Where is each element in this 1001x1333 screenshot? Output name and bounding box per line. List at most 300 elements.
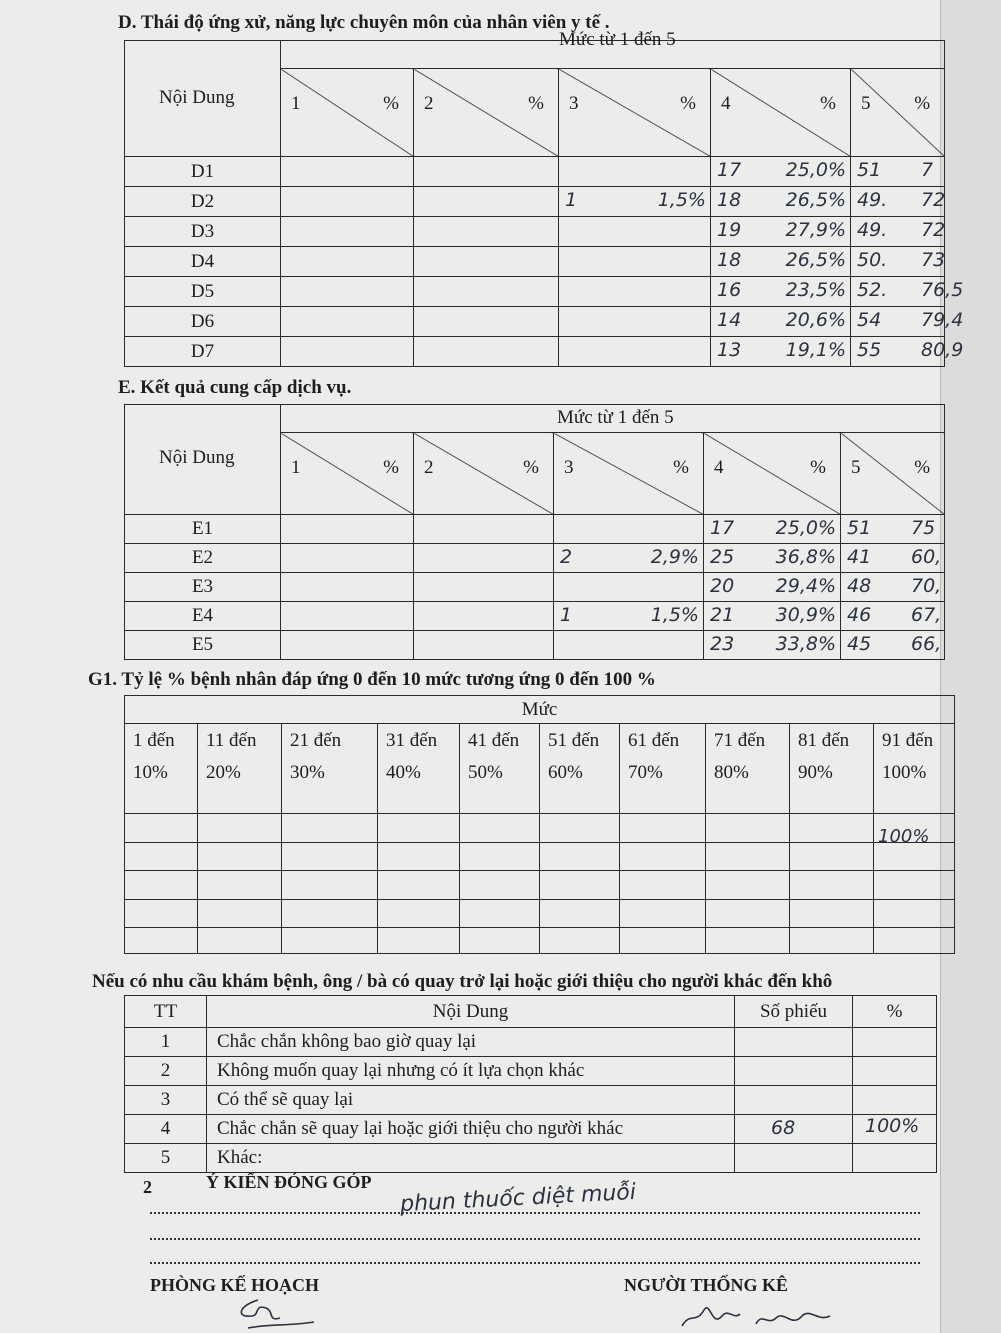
g1-cell [540, 900, 620, 928]
section-e-table [124, 404, 945, 660]
d-cell-level-4 [711, 217, 851, 247]
e-cell-level-4 [704, 515, 841, 544]
e-cell-level-3 [554, 515, 704, 544]
d-cell-level-3 [559, 187, 711, 217]
return-row-percent: 100% [865, 1115, 920, 1137]
g1-cell [378, 843, 460, 871]
d-level-3-label: 3 [569, 93, 579, 114]
g1-row-1 [125, 814, 955, 843]
d-percent-level-5: 72 [921, 189, 946, 211]
e-cell-level-1 [281, 631, 414, 660]
g1-column-7-to: 70% [628, 762, 663, 783]
return-table [124, 995, 937, 1173]
e-cell-level-4 [704, 631, 841, 660]
e-cell-level-1 [281, 544, 414, 573]
d-cell-level-2 [414, 247, 559, 277]
e-level-3-percent: % [673, 457, 689, 478]
d-cell-level-1 [281, 277, 414, 307]
return-row-count: 68 [771, 1117, 796, 1139]
d-cell-level-4 [711, 337, 851, 367]
d-cell-level-4 [711, 247, 851, 277]
e-level-cell-5 [841, 433, 945, 515]
d-cell-level-3 [559, 307, 711, 337]
g1-cell [620, 843, 706, 871]
g1-cell [620, 871, 706, 900]
d-count-level-5: 50. [857, 249, 888, 271]
d-level-1-label: 1 [291, 93, 301, 114]
d-percent-level-5: 80,9 [921, 339, 964, 361]
e-content-header: Nội Dung [159, 447, 235, 468]
g1-level-header: Mức [125, 696, 955, 724]
e-count-level-3: 2 [560, 546, 573, 568]
g1-cell [125, 814, 198, 843]
g1-cell [790, 814, 874, 843]
e-percent-level-5: 75 [911, 517, 936, 539]
e-percent-level-4: 25,0% [775, 517, 836, 539]
e-cell-level-2 [414, 602, 554, 631]
d-row-d4 [125, 247, 945, 277]
g1-column-10-from: 91 đến [882, 730, 934, 751]
e-row-e3 [125, 573, 945, 602]
return-header-count: Số phiếu [735, 996, 853, 1028]
paper-edge [940, 0, 1001, 1333]
d-cell-level-3 [559, 247, 711, 277]
e-percent-level-3: 1,5% [650, 604, 699, 626]
e-level-cell-3 [554, 433, 704, 515]
d-percent-level-4: 26,5% [785, 249, 846, 271]
return-row-percent-cell [853, 1115, 937, 1144]
g1-cell [198, 928, 282, 954]
g1-cell [874, 900, 955, 928]
e-level-2-label: 2 [424, 457, 434, 478]
g1-cell [125, 871, 198, 900]
g1-cell [378, 814, 460, 843]
e-cell-level-2 [414, 573, 554, 602]
g1-cell [460, 871, 540, 900]
d-percent-level-4: 19,1% [785, 339, 846, 361]
g1-cell [790, 843, 874, 871]
e-percent-level-4: 29,4% [775, 575, 836, 597]
g1-row-2 [125, 843, 955, 871]
e-cell-level-1 [281, 602, 414, 631]
return-row-count-cell [735, 1115, 853, 1144]
e-count-level-5: 45 [847, 633, 872, 655]
d-row-d3 [125, 217, 945, 247]
g1-column-7 [620, 724, 706, 814]
d-level-2-label: 2 [424, 93, 434, 114]
g1-cell [620, 814, 706, 843]
e-row-label: E3 [125, 573, 281, 602]
return-row-content: Chắc chắn sẽ quay lại hoặc giới thiệu cho người khác [207, 1115, 735, 1144]
d-cell-level-2 [414, 157, 559, 187]
g1-row-5 [125, 928, 955, 954]
e-cell-level-3 [554, 573, 704, 602]
g1-cell [125, 843, 198, 871]
d-cell-level-1 [281, 337, 414, 367]
return-row-content: Chắc chắn không bao giờ quay lại [207, 1028, 735, 1057]
g1-cell [540, 871, 620, 900]
d-percent-level-4: 25,0% [785, 159, 846, 181]
d-cell-level-1 [281, 247, 414, 277]
g1-column-4-from: 31 đến [386, 730, 438, 751]
e-level-cell-1 [281, 433, 414, 515]
e-level-1-percent: % [383, 457, 399, 478]
d-row-label: D2 [125, 187, 281, 217]
d-row-label: D5 [125, 277, 281, 307]
e-level-cell-4 [704, 433, 841, 515]
d-cell-level-2 [414, 187, 559, 217]
d-cell-level-1 [281, 307, 414, 337]
g1-cell [874, 928, 955, 954]
g1-cell [282, 843, 378, 871]
return-question-title: Nếu có nhu cầu khám bệnh, ông / bà có quay trở lại hoặc giới thiệu cho người khác đến khô [92, 971, 833, 992]
d-count-level-4: 19 [717, 219, 742, 241]
g1-column-4 [378, 724, 460, 814]
d-level-header: Mức từ 1 đến 5 [559, 29, 676, 50]
e-percent-level-4: 33,8% [775, 633, 836, 655]
e-level-cell-2 [414, 433, 554, 515]
g1-cell [706, 814, 790, 843]
d-count-level-4: 18 [717, 189, 742, 211]
feedback-handwritten: phun thuốc diệt muỗi [399, 1179, 637, 1218]
e-cell-level-3 [554, 631, 704, 660]
g1-column-9-to: 90% [798, 762, 833, 783]
g1-cell [790, 928, 874, 954]
signature-right [676, 1298, 836, 1333]
return-row-percent-cell [853, 1086, 937, 1115]
d-percent-level-4: 27,9% [785, 219, 846, 241]
d-count-level-5: 55 [857, 339, 882, 361]
e-count-level-5: 51 [847, 517, 872, 539]
d-cell-level-2 [414, 337, 559, 367]
d-cell-level-3 [559, 337, 711, 367]
d-cell-level-3 [559, 277, 711, 307]
e-cell-level-1 [281, 573, 414, 602]
e-level-header: Mức từ 1 đến 5 [557, 407, 674, 428]
d-count-level-5: 49. [857, 219, 888, 241]
g1-cell [282, 871, 378, 900]
return-row-count-cell [735, 1144, 853, 1173]
d-row-d1 [125, 157, 945, 187]
g1-column-10-to: 100% [882, 762, 927, 783]
d-cell-level-1 [281, 187, 414, 217]
g1-column-6-to: 60% [548, 762, 583, 783]
d-percent-level-4: 20,6% [785, 309, 846, 331]
d-level-cell-2 [414, 69, 559, 157]
e-level-1-label: 1 [291, 457, 301, 478]
d-level-cell-5 [851, 69, 945, 157]
e-level-4-percent: % [810, 457, 826, 478]
e-level-2-percent: % [523, 457, 539, 478]
g1-column-8 [706, 724, 790, 814]
g1-cell [460, 814, 540, 843]
g1-column-10 [874, 724, 955, 814]
g1-cell [198, 871, 282, 900]
d-level-4-percent: % [820, 93, 836, 114]
e-cell-level-5 [841, 602, 945, 631]
g1-cell [540, 814, 620, 843]
d-cell-level-2 [414, 217, 559, 247]
g1-row-3 [125, 871, 955, 900]
g1-column-2 [198, 724, 282, 814]
return-row-count-cell [735, 1086, 853, 1115]
d-cell-level-5 [851, 217, 945, 247]
section-d-table [124, 29, 964, 367]
d-count-level-5: 49. [857, 189, 888, 211]
g1-column-8-to: 80% [714, 762, 749, 783]
e-row-label: E1 [125, 515, 281, 544]
g1-cell [378, 871, 460, 900]
g1-row-4 [125, 900, 955, 928]
d-count-level-3: 1 [565, 189, 578, 211]
return-row-2 [125, 1057, 937, 1086]
footer-planning-dept: PHÒNG KẾ HOẠCH [150, 1275, 320, 1295]
g1-column-1-from: 1 đến [133, 730, 175, 751]
g1-column-4-to: 40% [386, 762, 421, 783]
e-count-level-5: 48 [847, 575, 872, 597]
d-percent-level-5: 76,5 [921, 279, 964, 301]
e-count-level-4: 20 [710, 575, 735, 597]
g1-cell [790, 871, 874, 900]
e-row-label: E4 [125, 602, 281, 631]
g1-cell [540, 843, 620, 871]
d-cell-level-5 [851, 157, 945, 187]
e-level-5-label: 5 [851, 457, 861, 478]
e-count-level-3: 1 [560, 604, 573, 626]
d-level-cell-4 [711, 69, 851, 157]
return-row-5 [125, 1144, 937, 1173]
e-cell-level-5 [841, 515, 945, 544]
g1-cell [706, 843, 790, 871]
d-cell-level-3 [559, 217, 711, 247]
e-cell-level-5 [841, 544, 945, 573]
g1-cell [874, 871, 955, 900]
return-row-1 [125, 1028, 937, 1057]
g1-cell [198, 900, 282, 928]
d-count-level-4: 16 [717, 279, 742, 301]
g1-column-3-from: 21 đến [290, 730, 342, 751]
return-row-content: Không muốn quay lại nhưng có ít lựa chọn khác [207, 1057, 735, 1086]
d-count-level-5: 52. [857, 279, 888, 301]
g1-column-3 [282, 724, 378, 814]
e-cell-level-4 [704, 544, 841, 573]
d-row-label: D4 [125, 247, 281, 277]
d-cell-level-4 [711, 277, 851, 307]
d-cell-level-5 [851, 247, 945, 277]
d-row-d7 [125, 337, 945, 367]
d-count-level-5: 54 [857, 309, 882, 331]
feedback-line-2 [150, 1238, 920, 1240]
d-percent-level-4: 26,5% [785, 189, 846, 211]
e-cell-level-2 [414, 544, 554, 573]
return-row-content: Khác: [207, 1144, 735, 1173]
d-cell-level-2 [414, 277, 559, 307]
g1-column-2-to: 20% [206, 762, 241, 783]
e-cell-level-2 [414, 631, 554, 660]
g1-cell [790, 900, 874, 928]
e-level-header-cell [281, 405, 945, 433]
e-row-e2 [125, 544, 945, 573]
return-row-content: Có thể sẽ quay lại [207, 1086, 735, 1115]
return-row-tt: 1 [125, 1028, 207, 1057]
e-cell-level-2 [414, 515, 554, 544]
section-g1-title: G1. Tỷ lệ % bệnh nhân đáp ứng 0 đến 10 mức tương ứng 0 đến 100 % [88, 669, 656, 690]
section-g1-table [124, 695, 955, 954]
g1-cell [460, 843, 540, 871]
feedback-number: 2 [143, 1177, 152, 1197]
g1-column-6 [540, 724, 620, 814]
g1-column-1 [125, 724, 198, 814]
g1-cell [378, 900, 460, 928]
g1-column-7-from: 61 đến [628, 730, 680, 751]
d-cell-level-5 [851, 337, 964, 367]
g1-column-9-from: 81 đến [798, 730, 850, 751]
feedback-line-1 [150, 1212, 920, 1214]
e-cell-level-4 [704, 573, 841, 602]
feedback-title: Ý KIẾN ĐÓNG GÓP [206, 1172, 372, 1192]
e-percent-level-4: 30,9% [775, 604, 836, 626]
feedback-line-3 [150, 1262, 920, 1264]
d-level-4-label: 4 [721, 93, 731, 114]
g1-cell [620, 900, 706, 928]
e-count-level-5: 46 [847, 604, 872, 626]
e-count-level-5: 41 [847, 546, 872, 568]
e-level-4-label: 4 [714, 457, 724, 478]
d-count-level-4: 13 [717, 339, 742, 361]
d-level-header-cell [281, 29, 945, 69]
d-content-header-cell [125, 41, 281, 157]
g1-cell [706, 871, 790, 900]
d-percent-level-5: 73 [921, 249, 946, 271]
g1-cell [378, 928, 460, 954]
d-count-level-4: 18 [717, 249, 742, 271]
d-level-5-percent: % [914, 93, 931, 114]
e-count-level-4: 23 [710, 633, 735, 655]
return-row-percent-cell [853, 1057, 937, 1086]
g1-column-5 [460, 724, 540, 814]
d-level-3-percent: % [680, 93, 696, 114]
e-row-e4 [125, 602, 945, 631]
g1-cell [282, 900, 378, 928]
e-row-e5 [125, 631, 945, 660]
d-count-level-4: 14 [717, 309, 742, 331]
e-cell-level-1 [281, 515, 414, 544]
d-row-d5 [125, 277, 945, 307]
g1-cell [706, 928, 790, 954]
d-cell-level-1 [281, 217, 414, 247]
d-percent-level-5: 7 [921, 159, 934, 181]
d-cell-level-5 [851, 307, 964, 337]
return-header-tt: TT [125, 996, 207, 1028]
d-percent-level-5: 72 [921, 219, 946, 241]
d-cell-level-4 [711, 157, 851, 187]
d-row-label: D6 [125, 307, 281, 337]
e-row-e1 [125, 515, 945, 544]
g1-column-3-to: 30% [290, 762, 325, 783]
e-cell-level-3 [554, 544, 704, 573]
g1-cell [125, 900, 198, 928]
g1-column-6-from: 51 đến [548, 730, 600, 751]
g1-cell [460, 928, 540, 954]
g1-cell [125, 928, 198, 954]
return-row-percent-cell [853, 1028, 937, 1057]
e-percent-level-5: 60, [911, 546, 942, 568]
d-level-cell-1 [281, 69, 414, 157]
e-row-label: E2 [125, 544, 281, 573]
d-cell-level-2 [414, 307, 559, 337]
section-d-title: D. Thái độ ứng xử, năng lực chuyên môn của nhân viên y tế . [118, 12, 610, 33]
g1-cell [540, 928, 620, 954]
d-level-cell-3 [559, 69, 711, 157]
g1-column-5-to: 50% [468, 762, 503, 783]
g1-column-5-from: 41 đến [468, 730, 520, 751]
return-row-tt: 4 [125, 1115, 207, 1144]
g1-column-8-from: 71 đến [714, 730, 766, 751]
return-row-tt: 2 [125, 1057, 207, 1086]
e-cell-level-5 [841, 573, 945, 602]
g1-cell [198, 843, 282, 871]
d-cell-level-5 [851, 277, 964, 307]
e-cell-level-5 [841, 631, 945, 660]
g1-cell [282, 814, 378, 843]
e-count-level-4: 25 [710, 546, 735, 568]
d-row-label: D1 [125, 157, 281, 187]
e-cell-level-4 [704, 602, 841, 631]
d-content-header: Nội Dung [159, 87, 235, 108]
return-header-content: Nội Dung [207, 996, 735, 1028]
e-percent-level-5: 70, [911, 575, 942, 597]
return-row-4 [125, 1115, 937, 1144]
d-cell-level-4 [711, 187, 851, 217]
e-level-5-percent: % [914, 457, 931, 478]
g1-column-2-from: 11 đến [206, 730, 257, 751]
g1-handwritten-value: 100% [878, 826, 930, 847]
return-row-percent-cell [853, 1144, 937, 1173]
signature-left [228, 1296, 318, 1333]
d-cell-level-1 [281, 157, 414, 187]
d-level-1-percent: % [383, 93, 399, 114]
d-row-d6 [125, 307, 945, 337]
g1-cell [620, 928, 706, 954]
e-percent-level-5: 66, [911, 633, 942, 655]
d-level-2-percent: % [528, 93, 544, 114]
d-count-level-5: 51 [857, 159, 882, 181]
g1-cell [460, 900, 540, 928]
e-level-3-label: 3 [564, 457, 574, 478]
e-percent-level-3: 2,9% [650, 546, 699, 568]
d-count-level-4: 17 [717, 159, 742, 181]
e-cell-level-3 [554, 602, 704, 631]
g1-column-9 [790, 724, 874, 814]
e-count-level-4: 17 [710, 517, 735, 539]
d-percent-level-4: 23,5% [785, 279, 846, 301]
d-level-5-label: 5 [861, 93, 871, 114]
g1-cell [198, 814, 282, 843]
e-count-level-4: 21 [710, 604, 735, 626]
d-cell-level-5 [851, 187, 945, 217]
section-e-title: E. Kết quả cung cấp dịch vụ. [118, 377, 352, 398]
return-row-tt: 5 [125, 1144, 207, 1173]
d-row-label: D3 [125, 217, 281, 247]
return-row-count-cell [735, 1057, 853, 1086]
return-row-count-cell [735, 1028, 853, 1057]
e-row-label: E5 [125, 631, 281, 660]
e-percent-level-5: 67, [911, 604, 942, 626]
d-cell-level-3 [559, 157, 711, 187]
footer-statistician: NGƯỜI THỐNG KÊ [624, 1275, 789, 1295]
d-row-label: D7 [125, 337, 281, 367]
return-header-percent: % [853, 996, 937, 1028]
